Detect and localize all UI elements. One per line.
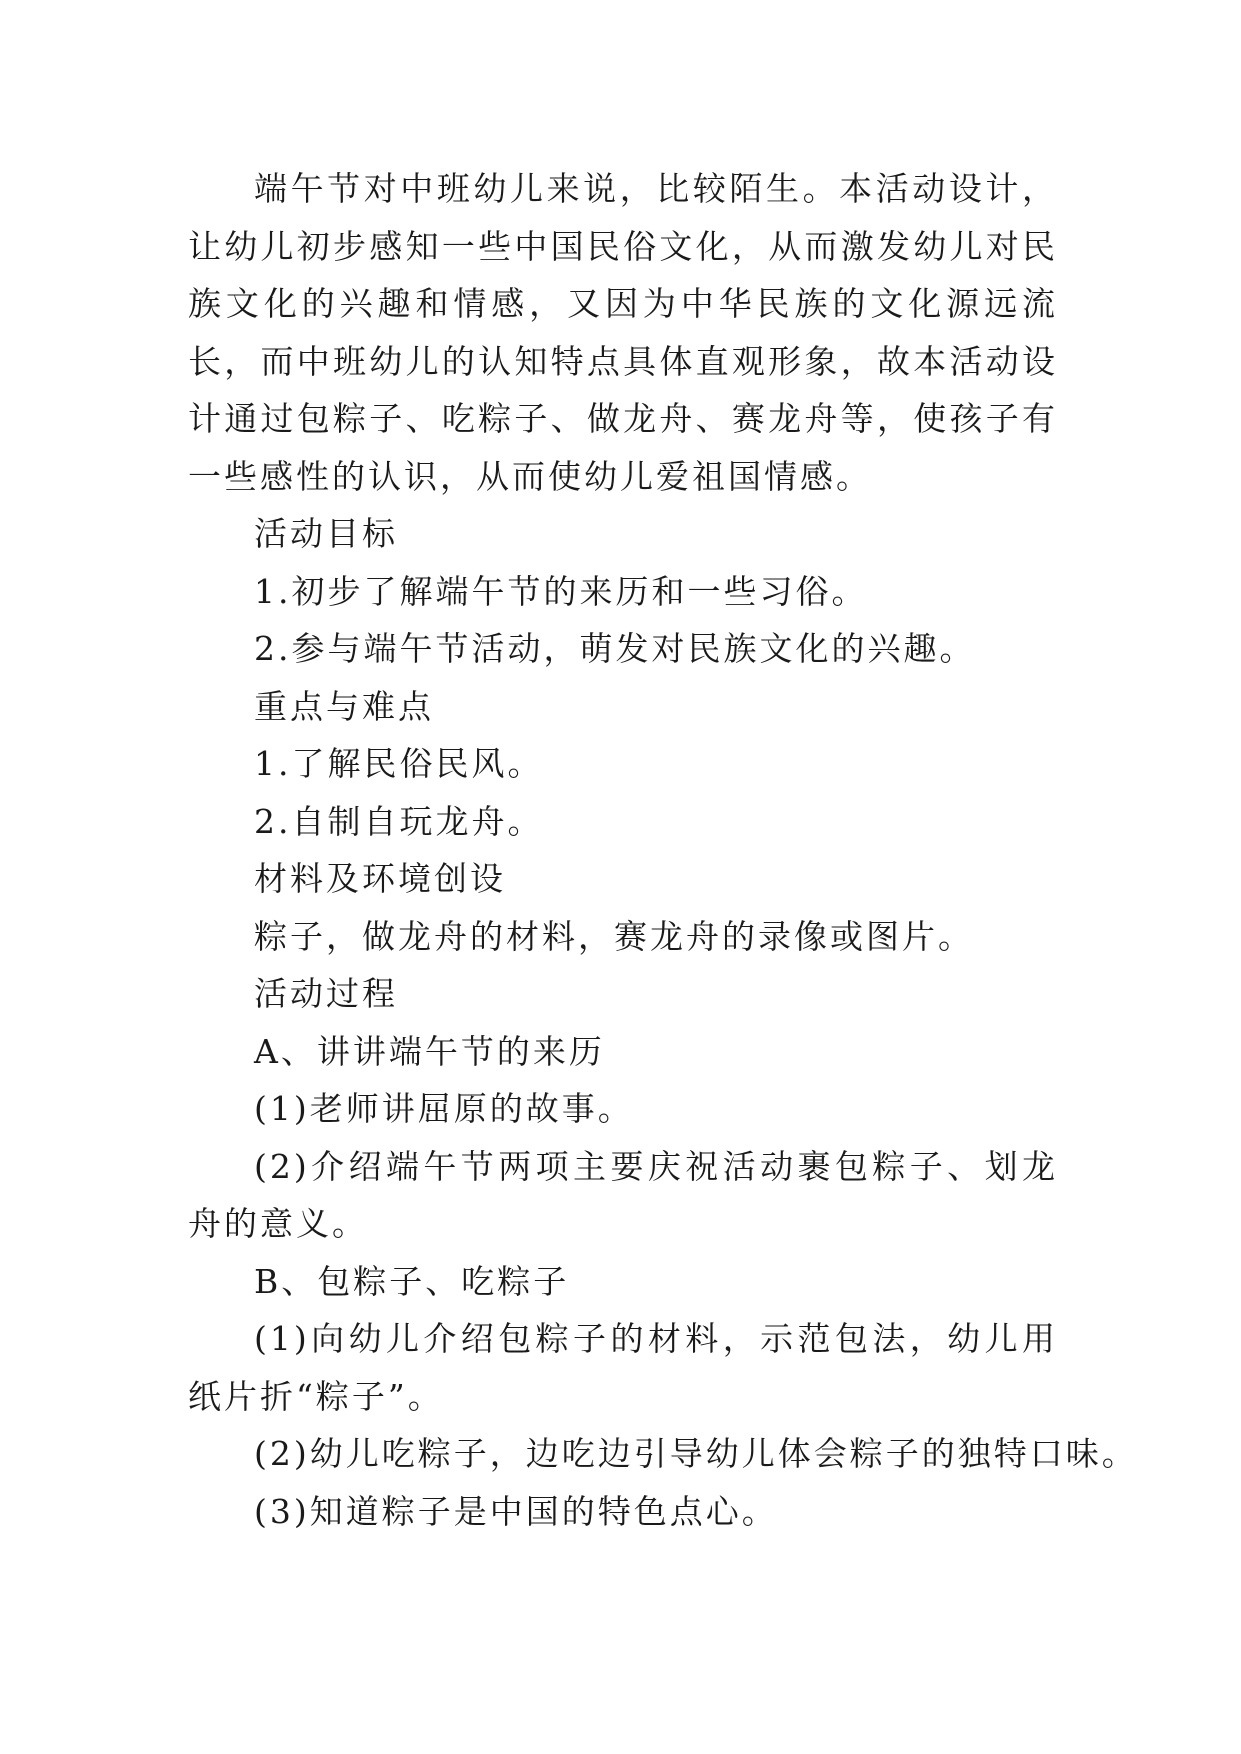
document-body (188, 160, 1138, 1540)
process-heading: 活动过程 (254, 974, 398, 1013)
goal-item-1: 1.初步了解端午节的来历和一些习俗。 (254, 571, 868, 611)
materials-text: 粽子，做龙舟的材料，赛龙舟的录像或图片。 (254, 916, 974, 956)
section-b-item-2: (2)幼儿吃粽子，边吃边引导幼儿体会粽子的独特口味。 (254, 1434, 1138, 1473)
section-a-title: A、讲讲端午节的来历 (254, 1031, 605, 1071)
goal-item-2: 2.参与端午节活动，萌发对民族文化的兴趣。 (254, 629, 976, 668)
section-b-title: B、包粽子、吃粽子 (254, 1261, 570, 1301)
section-b-item-3: (3)知道粽子是中国的特色点心。 (254, 1491, 778, 1531)
section-b-item-1: (1)向幼儿介绍包粽子的材料，示范包法，幼儿用纸片折“粽子”。 (188, 1319, 1058, 1416)
goals-heading: 活动目标 (254, 514, 398, 553)
focus-item-2: 2.自制自玩龙舟。 (254, 801, 544, 841)
intro-paragraph: 端午节对中班幼儿来说，比较陌生。本活动设计，让幼儿初步感知一些中国民俗文化，从而激发幼儿对民族文化的兴趣和情感，又因为中华民族的文化源远流长，而中班幼儿的认知特点具体直观形象，故本活动设计通过包粽子、吃粽子、做龙舟、赛龙舟等，使孩子有一些感性的认识，从而使幼儿爱祖国情感。 (188, 169, 1058, 496)
section-a-item-2: (2)介绍端午节两项主要庆祝活动裹包粽子、划龙舟的意义。 (188, 1146, 1058, 1243)
section-a-item-1: (1)老师讲屈原的故事。 (254, 1089, 634, 1128)
focus-heading: 重点与难点 (254, 686, 434, 726)
focus-item-1: 1.了解民俗民风。 (254, 744, 544, 783)
materials-heading: 材料及环境创设 (254, 859, 506, 898)
